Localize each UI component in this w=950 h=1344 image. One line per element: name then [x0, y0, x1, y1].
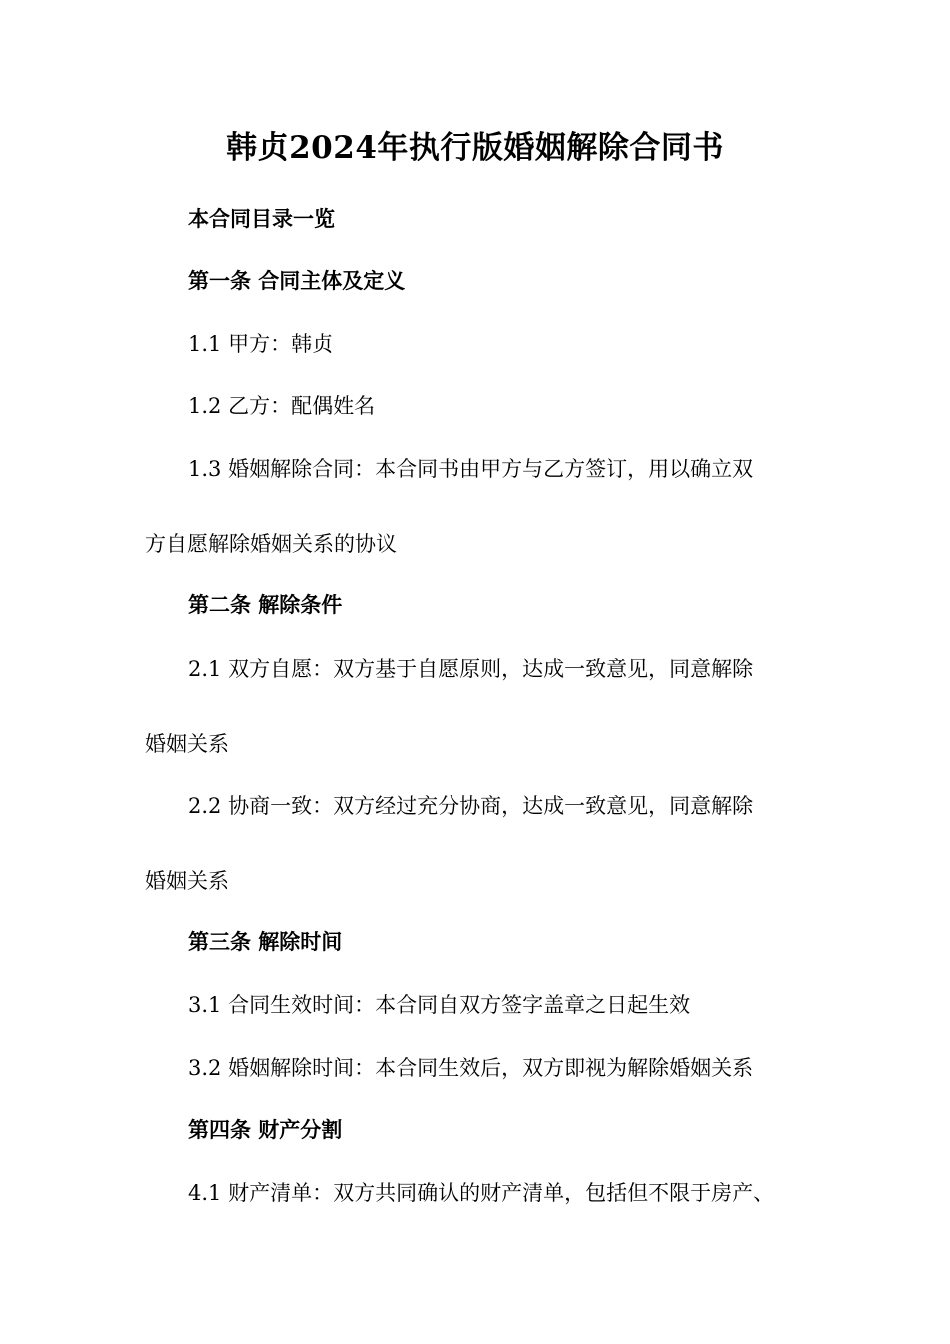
article-2-heading: 第二条 解除条件: [188, 593, 343, 617]
article-1-heading: 第一条 合同主体及定义: [188, 269, 406, 293]
clause-3-1: 3.1 合同生效时间：本合同自双方签字盖章之日起生效: [188, 993, 691, 1017]
clause-1-3: 1.3 婚姻解除合同：本合同书由甲方与乙方签订，用以确立双: [188, 457, 754, 481]
clause-4-1: 4.1 财产清单：双方共同确认的财产清单，包括但不限于房产、: [188, 1181, 775, 1205]
article-4-heading: 第四条 财产分割: [188, 1118, 343, 1142]
clause-1-3-continued: 方自愿解除婚姻关系的协议: [145, 532, 397, 556]
clause-1-2: 1.2 乙方：配偶姓名: [188, 394, 376, 418]
clause-2-1: 2.1 双方自愿：双方基于自愿原则，达成一致意见，同意解除: [188, 657, 754, 681]
toc-heading: 本合同目录一览: [188, 207, 335, 231]
article-3-heading: 第三条 解除时间: [188, 930, 343, 954]
clause-2-2: 2.2 协商一致：双方经过充分协商，达成一致意见，同意解除: [188, 794, 754, 818]
document-title: 韩贞2024年执行版婚姻解除合同书: [226, 130, 724, 166]
clause-1-1: 1.1 甲方：韩贞: [188, 332, 334, 356]
clause-2-1-continued: 婚姻关系: [145, 732, 229, 756]
clause-3-2: 3.2 婚姻解除时间：本合同生效后，双方即视为解除婚姻关系: [188, 1056, 754, 1080]
clause-2-2-continued: 婚姻关系: [145, 869, 229, 893]
